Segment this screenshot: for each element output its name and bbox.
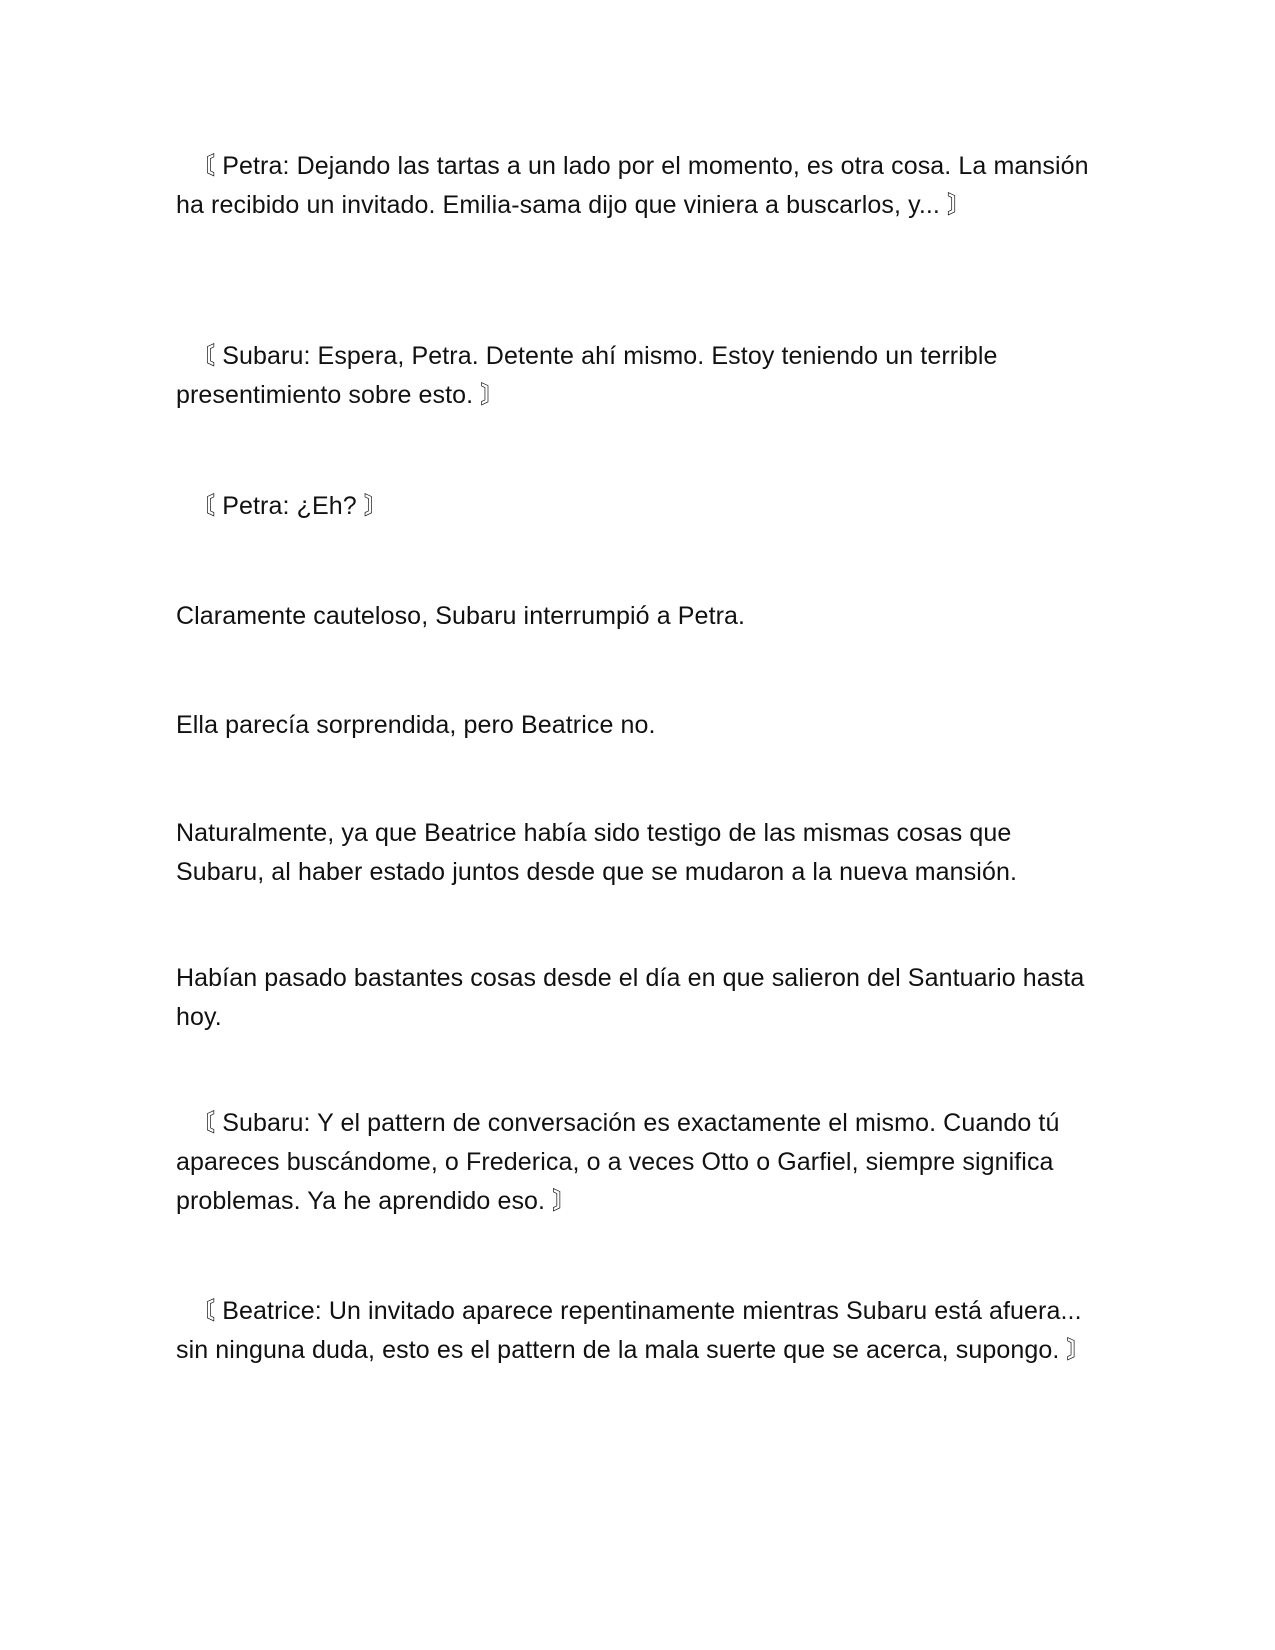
paragraph-narration-surprised: Ella parecía sorprendida, pero Beatrice no. xyxy=(176,711,656,739)
paragraph-dialogue-beatrice-guest: 〘 Beatrice: Un invitado aparece repentinamente mientras Subaru está afuera... sin ninguna duda, esto es el pattern de la mala suerte que se acerca, supongo. 〙 xyxy=(176,1297,1092,1364)
paragraph-dialogue-subaru-wait: 〘 Subaru: Espera, Petra. Detente ahí mismo. Estoy teniendo un terrible presentimiento sobre esto. 〙 xyxy=(176,342,998,409)
paragraph-dialogue-subaru-pattern: 〘 Subaru: Y el pattern de conversación es exactamente el mismo. Cuando tú apareces buscándome, o Frederica, o a veces Otto o Garfiel, siempre significa problemas. Ya he aprendido eso. 〙 xyxy=(176,1109,1060,1215)
paragraph-dialogue-petra-guest: 〘 Petra: Dejando las tartas a un lado por el momento, es otra cosa. La mansión ha recibido un invitado. Emilia-sama dijo que viniera a buscarlos, y... 〙 xyxy=(176,152,1089,219)
paragraph-narration-witness: Naturalmente, ya que Beatrice había sido testigo de las mismas cosas que Subaru, al haber estado juntos desde que se mudaron a la nueva mansión. xyxy=(176,819,1017,886)
paragraph-narration-sanctuary: Habían pasado bastantes cosas desde el día en que salieron del Santuario hasta hoy. xyxy=(176,964,1085,1031)
paragraph-dialogue-petra-eh: 〘 Petra: ¿Eh? 〙 xyxy=(176,492,389,520)
paragraph-narration-cautious: Claramente cauteloso, Subaru interrumpió a Petra. xyxy=(176,602,746,630)
